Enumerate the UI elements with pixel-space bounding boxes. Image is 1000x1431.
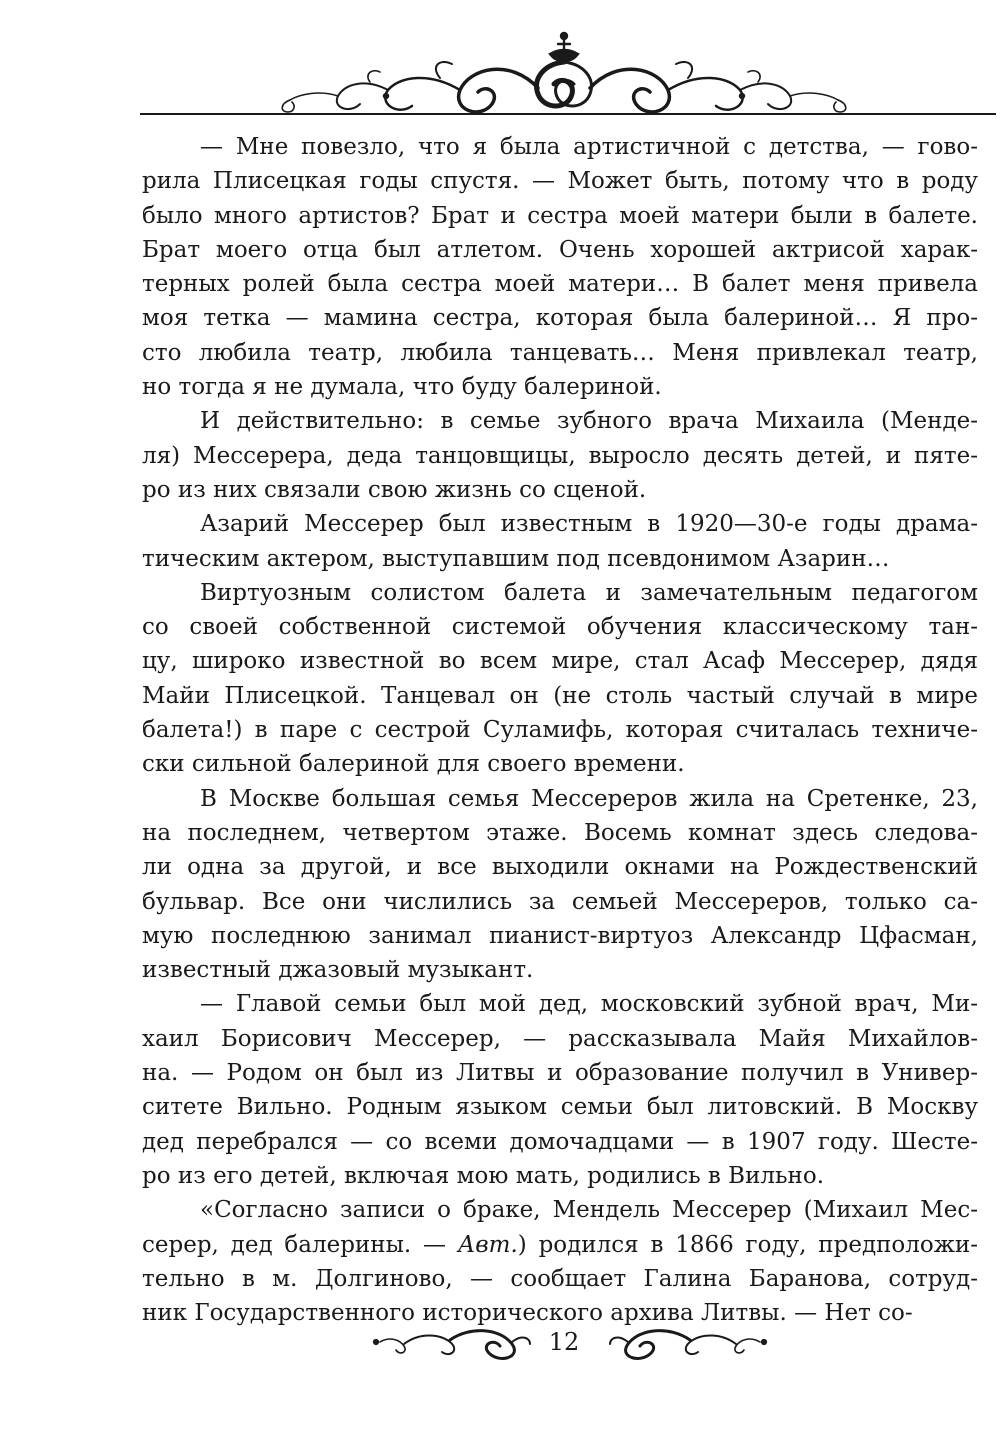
body-text bbox=[142, 130, 978, 1330]
text-line: со своей собственной системой обучения классическому тан- bbox=[142, 614, 978, 641]
text-line: Виртуозным солистом балета и замечательным педагогом bbox=[200, 579, 978, 606]
text-line: известный джазовый музыкант. bbox=[142, 957, 534, 984]
text-line: — Мне повезло, что я была артистичной с детства, — гово- bbox=[200, 134, 978, 160]
text-line: ро из его детей, включая мою мать, родились в Вильно. bbox=[142, 1162, 825, 1189]
text-line: моя тетка — мамина сестра, которая была балериной… Я про- bbox=[142, 305, 978, 332]
text-line: на. — Родом он был из Литвы и образование получил в Универ- bbox=[142, 1060, 978, 1087]
text-line: ситете Вильно. Родным языком семьи был литовский. В Москву bbox=[142, 1094, 978, 1121]
text-line: дед перебрался — со всеми домочадцами — в 1907 году. Шесте- bbox=[142, 1128, 978, 1155]
text-line: Брат моего отца был атлетом. Очень хорошей актрисой харак- bbox=[142, 236, 978, 263]
text-line: тическим актером, выступавшим под псевдонимом Азарин… bbox=[142, 545, 890, 572]
text-line: хаил Борисович Мессерер, — рассказывала Майя Михайлов- bbox=[142, 1025, 978, 1052]
text-line: «Согласно записи о браке, Мендель Мессерер (Михаил Мес- bbox=[200, 1197, 978, 1224]
text-line: ро из них связали свою жизнь со сценой. bbox=[142, 476, 647, 503]
text-line: ски сильной балериной для своего времени. bbox=[142, 751, 685, 778]
text-line: Майи Плисецкой. Танцевал он (не столь частый случай в мире bbox=[142, 682, 978, 709]
text-line: на последнем, четвертом этаже. Восемь комнат здесь следова- bbox=[142, 819, 978, 846]
text-line: но тогда я не думала, что буду балериной. bbox=[142, 374, 662, 401]
text-line: было много артистов? Брат и сестра моей матери были в балете. bbox=[142, 202, 978, 229]
text-line: И действительно: в семье зубного врача Михаила (Менде- bbox=[200, 408, 978, 435]
text-line: цу, широко известной во всем мире, стал Асаф Мессерер, дядя bbox=[142, 648, 978, 675]
text-line: ля) Мессерера, деда танцовщицы, выросло десять детей, и пяте- bbox=[142, 442, 978, 469]
text-line: мую последнюю занимал пианист-виртуоз Александр Цфасман, bbox=[142, 922, 978, 949]
header-rule bbox=[140, 113, 996, 115]
text-line: рила Плисецкая годы спустя. — Может быть, потому что в роду bbox=[142, 168, 978, 195]
text-line: Азарий Мессерер был известным в 1920—30-е годы драма- bbox=[200, 511, 978, 538]
text-line: сто любила театр, любила танцевать… Меня привлекал театр, bbox=[142, 339, 978, 366]
page-number: 12 bbox=[548, 1328, 580, 1356]
header-flourish-icon bbox=[140, 28, 996, 124]
text-line: В Москве большая семья Мессереров жила на Сретенке, 23, bbox=[200, 785, 978, 812]
text-line: серер, дед балерины. — Авт.) родился в 1866 году, предположи- bbox=[142, 1231, 978, 1258]
text-line: тельно в м. Долгиново, — сообщает Галина Баранова, сотруд- bbox=[142, 1265, 978, 1292]
text-line: ли одна за другой, и все выходили окнами на Рождественский bbox=[142, 854, 978, 881]
text-line: — Главой семьи был мой дед, московский зубной врач, Ми- bbox=[200, 991, 978, 1018]
text-line: балета!) в паре с сестрой Суламифь, которая считалась техниче- bbox=[142, 717, 978, 744]
text-line: ник Государственного исторического архива Литвы. — Нет со- bbox=[142, 1300, 913, 1327]
text-line: бульвар. Все они числились за семьей Мессереров, только са- bbox=[142, 888, 978, 915]
text-line: терных ролей была сестра моей матери… В балет меня привела bbox=[142, 271, 978, 298]
